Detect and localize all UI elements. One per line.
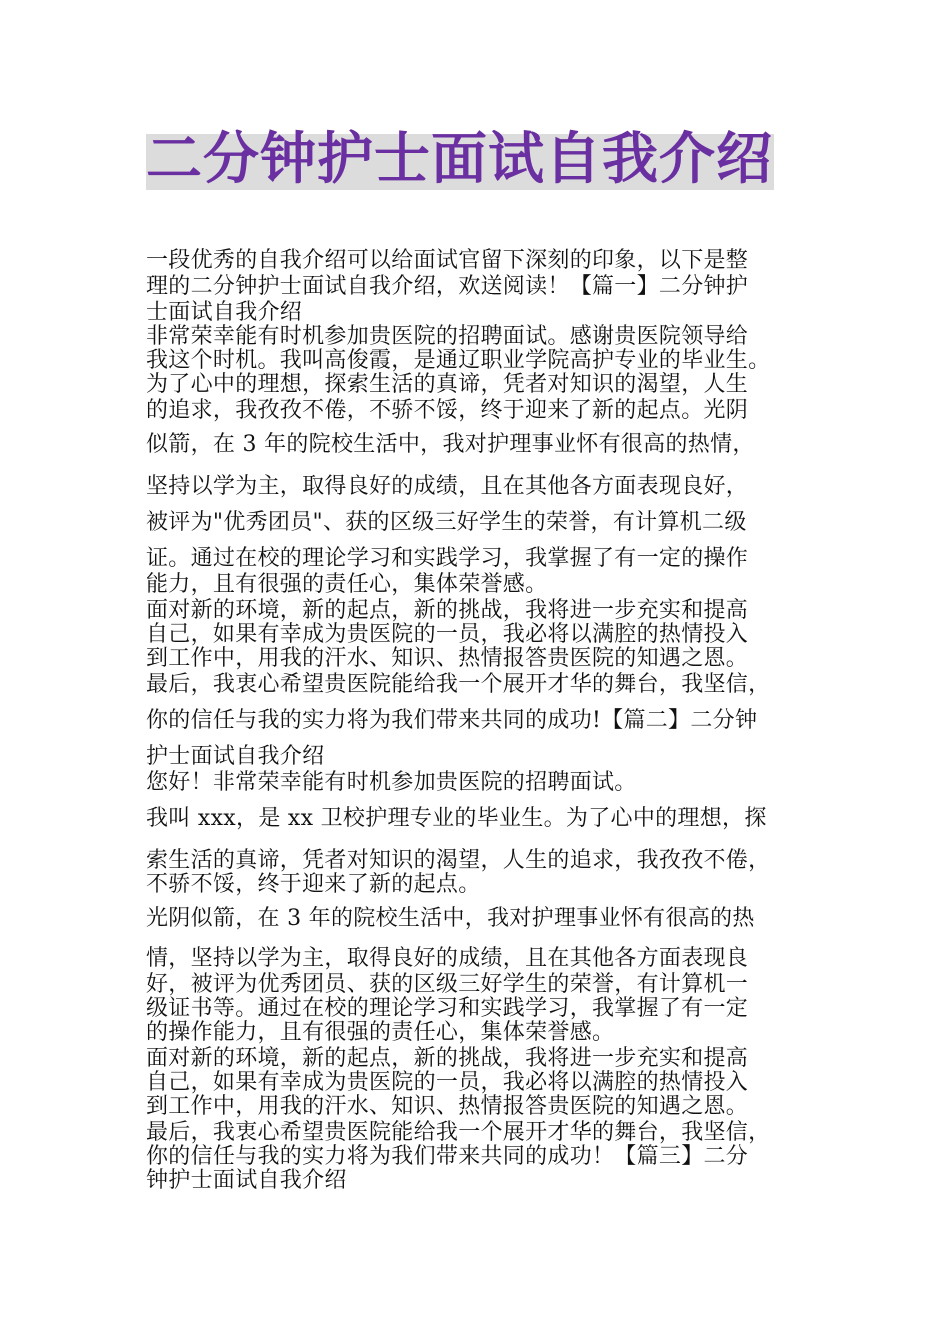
text-line: 自己，如果有幸成为贵医院的一员，我必将以满腔的热情投入 [146, 622, 749, 647]
text-line: 索生活的真谛，凭者对知识的渴望，人生的追求，我孜孜不倦， [146, 848, 771, 873]
text-line: 我叫 xxx，是 xx 卫校护理专业的毕业生。为了心中的理想，探 [146, 806, 767, 831]
text-line: 证。通过在校的理论学习和实践学习，我掌握了有一定的操作 [146, 546, 749, 571]
text-line: 到工作中，用我的汗水、知识、热情报答贵医院的知遇之恩。 [146, 1094, 749, 1119]
text-line: 护士面试自我介绍 [146, 744, 325, 769]
text-line: 级证书等。通过在校的理论学习和实践学习，我掌握了有一定 [146, 996, 749, 1021]
text-line: 你的信任与我的实力将为我们带来共同的成功！【篇三】二分 [146, 1144, 749, 1169]
text-line: 坚持以学为主，取得良好的成绩，且在其他各方面表现良好， [146, 474, 749, 499]
text-line: 为了心中的理想，探索生活的真谛，凭者对知识的渴望，人生 [146, 372, 749, 397]
text-line: 最后，我衷心希望贵医院能给我一个展开才华的舞台，我坚信， [146, 1120, 771, 1145]
text-line: 面对新的环境，新的起点，新的挑战，我将进一步充实和提高 [146, 1046, 749, 1071]
text-line: 钟护士面试自我介绍 [146, 1168, 347, 1193]
text-line: 被评为"优秀团员"、获的区级三好学生的荣誉，有计算机二级 [146, 510, 747, 535]
text-line: 您好！非常荣幸能有时机参加贵医院的招聘面试。 [146, 770, 637, 795]
text-line: 情，坚持以学为主，取得良好的成绩，且在其他各方面表现良 [146, 946, 749, 971]
text-line: 到工作中，用我的汗水、知识、热情报答贵医院的知遇之恩。 [146, 646, 749, 671]
text-line: 我这个时机。我叫高俊霞，是通辽职业学院高护专业的毕业生。 [146, 348, 771, 373]
document-title: 二分钟护士面试自我介绍 [146, 127, 773, 192]
text-line: 自己，如果有幸成为贵医院的一员，我必将以满腔的热情投入 [146, 1070, 749, 1095]
text-line: 非常荣幸能有时机参加贵医院的招聘面试。感谢贵医院领导给 [146, 324, 749, 349]
text-line: 面对新的环境，新的起点，新的挑战，我将进一步充实和提高 [146, 598, 749, 623]
text-line: 好，被评为优秀团员、获的区级三好学生的荣誉，有计算机一 [146, 972, 749, 997]
text-line: 的操作能力，且有很强的责任心，集体荣誉感。 [146, 1020, 615, 1045]
text-line: 最后，我衷心希望贵医院能给我一个展开才华的舞台，我坚信， [146, 672, 771, 697]
text-line: 理的二分钟护士面试自我介绍，欢送阅读！【篇一】二分钟护 [146, 274, 749, 299]
text-line: 士面试自我介绍 [146, 300, 303, 325]
text-line: 的追求，我孜孜不倦，不骄不馁，终于迎来了新的起点。光阴 [146, 398, 749, 423]
text-line: 你的信任与我的实力将为我们带来共同的成功!【篇二】二分钟 [146, 708, 758, 733]
text-line: 似箭，在 3 年的院校生活中，我对护理事业怀有很高的热情， [146, 432, 755, 457]
text-line: 一段优秀的自我介绍可以给面试官留下深刻的印象，以下是整 [146, 248, 749, 273]
text-line: 光阴似箭，在 3 年的院校生活中，我对护理事业怀有很高的热 [146, 906, 755, 931]
text-line: 能力，且有很强的责任心，集体荣誉感。 [146, 572, 548, 597]
text-line: 不骄不馁，终于迎来了新的起点。 [146, 872, 481, 897]
